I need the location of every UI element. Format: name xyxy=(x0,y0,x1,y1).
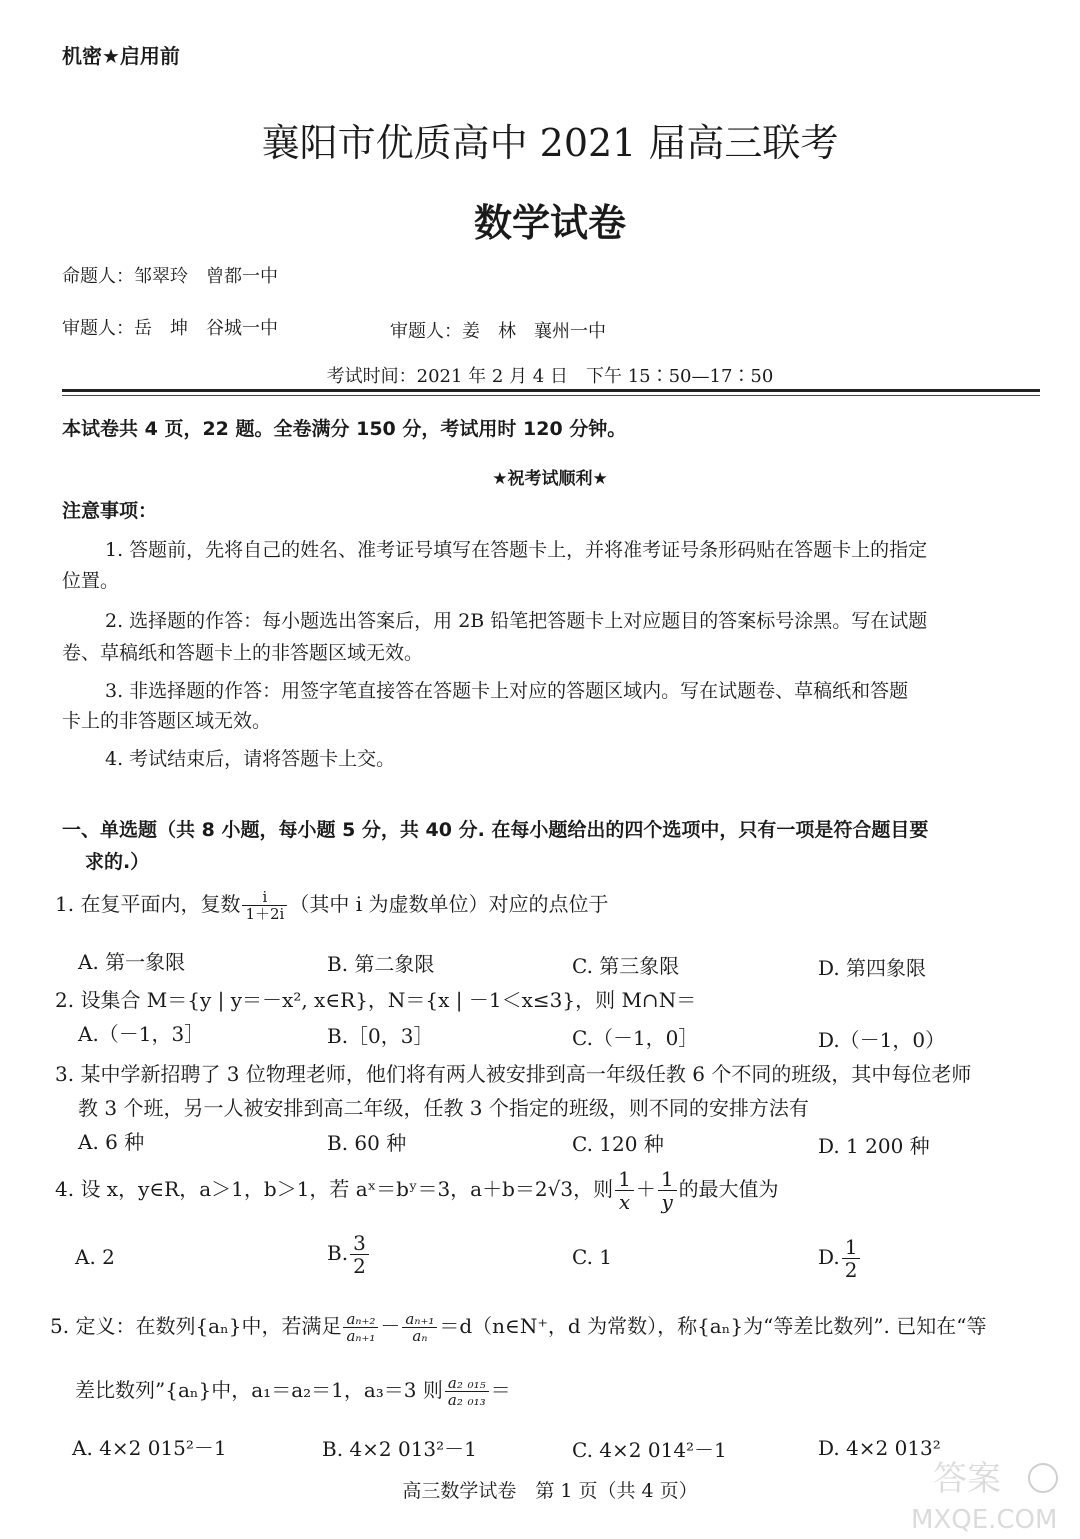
fraction xyxy=(343,1311,378,1345)
setter-line: 命题人：邹翠玲 曾都一中 xyxy=(62,266,278,287)
question-5-cont xyxy=(75,1374,511,1409)
notice-item: 4. 考试结束后，请将答题卡上交。 xyxy=(105,748,396,770)
question-3: 3. 某中学新招聘了 3 位物理老师，他们将有两人被安排到高一年级任教 6 个不同的班级，其中每位老师 xyxy=(55,1062,972,1086)
option-label: D. xyxy=(818,1245,840,1269)
option-c: C. 4×2 014²－1 xyxy=(572,1438,727,1462)
option-b: B. 第二象限 xyxy=(327,952,435,976)
fraction-denominator: x xyxy=(618,1190,631,1214)
option-b: B. 60 种 xyxy=(327,1131,407,1155)
subject-title: 数学试卷 xyxy=(473,201,626,245)
option-a: A. 2 xyxy=(75,1245,115,1269)
option-d xyxy=(818,1236,862,1281)
plus-sign: ＋ xyxy=(635,1177,656,1201)
fraction xyxy=(842,1236,861,1281)
notice-item: 卷、草稿纸和答题卡上的非答题区域无效。 xyxy=(62,642,424,664)
exam-title: 襄阳市优质高中 2021 届高三联考 xyxy=(261,121,839,165)
header-divider xyxy=(62,389,1040,392)
option-c: C. 120 种 xyxy=(572,1132,664,1156)
fraction xyxy=(350,1232,369,1277)
paper-summary: 本试卷共 4 页，22 题。全卷满分 150 分，考试用时 120 分钟。 xyxy=(62,418,627,440)
question-5-stem-end: ＝d（n∈N⁺，d 为常数），称{aₙ}为“等差比数列”. 已知在“等 xyxy=(439,1314,987,1338)
fraction-numerator: 1 xyxy=(615,1168,634,1191)
notice-item: 2. 选择题的作答：每小题选出答案后，用 2B 铅笔把答题卡上对应题目的答案标号涂黑。写在试题 xyxy=(105,610,928,632)
confidential-label: 机密★启用前 xyxy=(62,44,180,68)
blessing-text: ★祝考试顺利★ xyxy=(492,469,608,489)
option-a: A.（－1，3］ xyxy=(78,1022,205,1046)
question-4-stem: 4. 设 x，y∈R，a＞1，b＞1，若 aˣ＝bʸ＝3，a＋b＝2√3，则 xyxy=(55,1177,614,1201)
reviewer-line-2: 审题人：姜 林 襄州一中 xyxy=(390,321,606,342)
fraction xyxy=(445,1375,489,1409)
question-3-cont: 教 3 个班，另一人被安排到高二年级，任教 3 个指定的班级，则不同的安排方法有 xyxy=(78,1096,809,1120)
watermark-text: 答案 xyxy=(933,1459,1001,1499)
fraction-numerator: aₙ₊₂ xyxy=(343,1311,378,1329)
fraction-denominator: 2 xyxy=(844,1258,858,1282)
fraction-numerator: 1 xyxy=(842,1236,861,1259)
option-label: B. xyxy=(327,1241,349,1265)
fraction-denominator: aₙ xyxy=(412,1327,428,1345)
question-5-line2: 差比数列”{aₙ}中，a₁＝a₂＝1，a₃＝3 则 xyxy=(75,1378,443,1402)
fraction-denominator: 1＋2i xyxy=(245,905,285,923)
fraction xyxy=(615,1168,634,1213)
equals-sign: ＝ xyxy=(490,1378,511,1402)
watermark-domain: MXQE.COM xyxy=(911,1505,1058,1535)
question-5 xyxy=(50,1310,987,1345)
question-1-stem-end: （其中 i 为虚数单位）对应的点位于 xyxy=(289,892,609,916)
notice-item: 1. 答题前，先将自己的姓名、准考证号填写在答题卡上，并将准考证号条形码贴在答题卡上的指定 xyxy=(105,539,928,561)
option-a: A. 第一象限 xyxy=(78,950,186,974)
fraction-denominator: a₂ ₀₁₃ xyxy=(447,1391,486,1409)
notice-item: 卡上的非答题区域无效。 xyxy=(62,710,272,732)
option-a: A. 4×2 015²－1 xyxy=(72,1436,227,1460)
question-4 xyxy=(55,1168,779,1213)
fraction xyxy=(402,1311,437,1345)
fraction xyxy=(658,1168,677,1213)
notice-item: 3. 非选择题的作答：用签字笔直接答在答题卡上对应的答题区域内。写在试题卷、草稿纸和答题 xyxy=(105,680,909,702)
fraction-numerator: i xyxy=(242,889,287,907)
watermark-logo xyxy=(893,1450,1063,1536)
question-2: 2. 设集合 M＝{y | y＝－x², x∈R}，N＝{x | －1＜x≤3}，则 M∩N＝ xyxy=(55,988,697,1012)
option-b xyxy=(327,1232,371,1277)
header-divider-thin xyxy=(62,395,1040,396)
option-a: A. 6 种 xyxy=(78,1130,145,1154)
fraction-numerator: 3 xyxy=(350,1232,369,1255)
minus-sign: － xyxy=(380,1314,401,1338)
option-b: B. 4×2 013²－1 xyxy=(322,1437,477,1461)
fraction xyxy=(242,889,287,923)
option-c: C.（－1，0］ xyxy=(572,1026,699,1050)
fraction-denominator: aₙ₊₁ xyxy=(346,1327,376,1345)
question-1-stem: 1. 在复平面内，复数 xyxy=(55,892,241,916)
reviewer-line-1: 审题人：岳 坤 谷城一中 xyxy=(62,318,278,339)
fraction-denominator: y xyxy=(661,1190,673,1214)
option-d: D. 1 200 种 xyxy=(818,1134,930,1158)
fraction-numerator: 1 xyxy=(658,1168,677,1191)
page-footer: 高三数学试卷 第 1 页（共 4 页） xyxy=(402,1480,698,1502)
fraction-numerator: a₂ ₀₁₅ xyxy=(445,1375,489,1393)
option-c: C. 第三象限 xyxy=(572,954,680,978)
option-d: D.（－1，0） xyxy=(818,1028,946,1052)
option-c: C. 1 xyxy=(572,1245,613,1269)
notice-item: 位置。 xyxy=(62,570,120,592)
question-4-stem-end: 的最大值为 xyxy=(678,1177,779,1201)
fraction-numerator: aₙ₊₁ xyxy=(402,1311,437,1329)
notice-heading: 注意事项： xyxy=(62,500,158,522)
option-b: B.［0，3］ xyxy=(327,1024,434,1048)
option-d: D. 4×2 013² xyxy=(818,1436,941,1460)
section-heading-cont: 求的.） xyxy=(85,851,150,873)
question-1 xyxy=(55,888,608,923)
question-5-stem: 5. 定义：在数列{aₙ}中，若满足 xyxy=(50,1314,342,1338)
section-heading: 一、单选题（共 8 小题，每小题 5 分，共 40 分. 在每小题给出的四个选项中，只有一项是符合题目要 xyxy=(62,819,929,841)
fraction-denominator: 2 xyxy=(353,1254,366,1278)
option-d: D. 第四象限 xyxy=(818,956,927,980)
exam-time: 考试时间：2021 年 2 月 4 日 下午 15∶50—17∶50 xyxy=(326,366,774,387)
